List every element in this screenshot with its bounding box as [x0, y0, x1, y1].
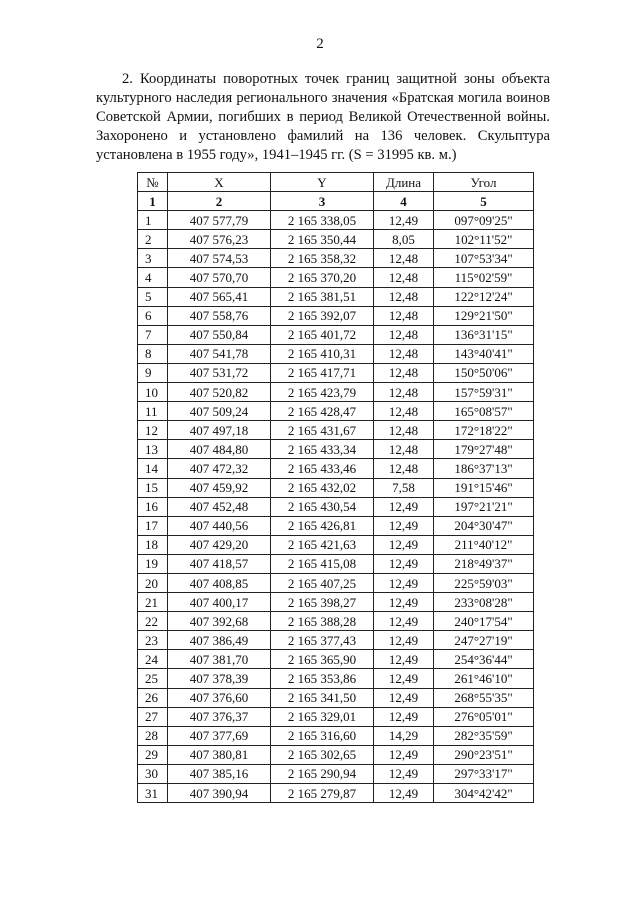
x-coordinate-cell: 407 550,84 — [168, 325, 271, 344]
y-coordinate-cell: 2 165 432,02 — [271, 478, 374, 497]
x-coordinate-cell: 407 378,39 — [168, 669, 271, 688]
table-row — [138, 631, 534, 650]
y-coordinate-cell: 2 165 316,60 — [271, 726, 374, 745]
y-coordinate-cell: 2 165 302,65 — [271, 745, 374, 764]
table-row — [138, 497, 534, 516]
x-coordinate-cell: 407 408,85 — [168, 573, 271, 592]
point-number-cell: 14 — [138, 459, 168, 478]
x-coordinate-cell: 407 390,94 — [168, 784, 271, 803]
length-cell: 12,48 — [374, 459, 434, 478]
y-coordinate-cell: 2 165 410,31 — [271, 344, 374, 363]
header-length: Длина — [374, 173, 434, 192]
y-coordinate-cell: 2 165 392,07 — [271, 306, 374, 325]
point-number-cell: 6 — [138, 306, 168, 325]
y-coordinate-cell: 2 165 423,79 — [271, 383, 374, 402]
x-coordinate-cell: 407 440,56 — [168, 516, 271, 535]
table-row — [138, 268, 534, 287]
table-row — [138, 688, 534, 707]
length-cell: 12,48 — [374, 306, 434, 325]
x-coordinate-cell: 407 400,17 — [168, 593, 271, 612]
x-coordinate-cell: 407 541,78 — [168, 344, 271, 363]
y-coordinate-cell: 2 165 350,44 — [271, 230, 374, 249]
y-coordinate-cell: 2 165 358,32 — [271, 249, 374, 268]
x-coordinate-cell: 407 380,81 — [168, 745, 271, 764]
x-coordinate-cell: 407 429,20 — [168, 535, 271, 554]
table-row — [138, 325, 534, 344]
table-row — [138, 573, 534, 592]
x-coordinate-cell: 407 459,92 — [168, 478, 271, 497]
angle-cell: 179°27'48" — [434, 440, 534, 459]
table-row — [138, 287, 534, 306]
column-index-row — [138, 192, 534, 211]
point-number-cell: 10 — [138, 383, 168, 402]
length-cell: 12,49 — [374, 593, 434, 612]
table-row — [138, 402, 534, 421]
y-coordinate-cell: 2 165 417,71 — [271, 363, 374, 382]
page-number: 2 — [316, 36, 324, 52]
table-row — [138, 344, 534, 363]
y-coordinate-cell: 2 165 377,43 — [271, 631, 374, 650]
point-number-cell: 11 — [138, 402, 168, 421]
coordinates-table — [137, 172, 534, 803]
point-number-cell: 4 — [138, 268, 168, 287]
y-coordinate-cell: 2 165 341,50 — [271, 688, 374, 707]
table-row — [138, 745, 534, 764]
y-coordinate-cell: 2 165 426,81 — [271, 516, 374, 535]
y-coordinate-cell: 2 165 421,63 — [271, 535, 374, 554]
angle-cell: 282°35'59" — [434, 726, 534, 745]
angle-cell: 129°21'50" — [434, 306, 534, 325]
x-coordinate-cell: 407 574,53 — [168, 249, 271, 268]
length-cell: 12,48 — [374, 287, 434, 306]
point-number-cell: 24 — [138, 650, 168, 669]
length-cell: 12,49 — [374, 612, 434, 631]
y-coordinate-cell: 2 165 279,87 — [271, 784, 374, 803]
angle-cell: 268°55'35" — [434, 688, 534, 707]
column-index: 1 — [138, 192, 168, 211]
point-number-cell: 19 — [138, 554, 168, 573]
x-coordinate-cell: 407 509,24 — [168, 402, 271, 421]
table-row — [138, 516, 534, 535]
point-number-cell: 1 — [138, 211, 168, 230]
table-row — [138, 363, 534, 382]
x-coordinate-cell: 407 497,18 — [168, 421, 271, 440]
point-number-cell: 15 — [138, 478, 168, 497]
length-cell: 12,48 — [374, 402, 434, 421]
table-row — [138, 440, 534, 459]
point-number-cell: 5 — [138, 287, 168, 306]
length-cell: 12,48 — [374, 440, 434, 459]
x-coordinate-cell: 407 386,49 — [168, 631, 271, 650]
table-row — [138, 554, 534, 573]
angle-cell: 218°49'37" — [434, 554, 534, 573]
x-coordinate-cell: 407 418,57 — [168, 554, 271, 573]
column-index: 2 — [168, 192, 271, 211]
y-coordinate-cell: 2 165 415,08 — [271, 554, 374, 573]
length-cell: 12,48 — [374, 363, 434, 382]
point-number-cell: 23 — [138, 631, 168, 650]
x-coordinate-cell: 407 377,69 — [168, 726, 271, 745]
section-paragraph: 2. Координаты поворотных точек границ защитной зоны объекта культурного наследия регионального значения «Братская могила воинов Советской Армии, погибших в период Великой Отечественной войны. Захоронено и установлено фамилий на 136 человек. Скульптура установлена в 1955 году», 1941–1945 гг. (S = 31995 кв. м.) — [96, 71, 550, 163]
length-cell: 8,05 — [374, 230, 434, 249]
table-row — [138, 459, 534, 478]
angle-cell: 102°11'52" — [434, 230, 534, 249]
x-coordinate-cell: 407 392,68 — [168, 612, 271, 631]
length-cell: 12,48 — [374, 421, 434, 440]
point-number-cell: 18 — [138, 535, 168, 554]
y-coordinate-cell: 2 165 338,05 — [271, 211, 374, 230]
x-coordinate-cell: 407 520,82 — [168, 383, 271, 402]
header-number: № — [138, 173, 168, 192]
angle-cell: 136°31'15" — [434, 325, 534, 344]
length-cell: 12,49 — [374, 554, 434, 573]
angle-cell: 211°40'12" — [434, 535, 534, 554]
point-number-cell: 7 — [138, 325, 168, 344]
angle-cell: 115°02'59" — [434, 268, 534, 287]
angle-cell: 107°53'34" — [434, 249, 534, 268]
x-coordinate-cell: 407 531,72 — [168, 363, 271, 382]
angle-cell: 247°27'19" — [434, 631, 534, 650]
table-row — [138, 383, 534, 402]
angle-cell: 191°15'46" — [434, 478, 534, 497]
table-row — [138, 650, 534, 669]
angle-cell: 097°09'25" — [434, 211, 534, 230]
table-row — [138, 249, 534, 268]
y-coordinate-cell: 2 165 370,20 — [271, 268, 374, 287]
point-number-cell: 28 — [138, 726, 168, 745]
x-coordinate-cell: 407 452,48 — [168, 497, 271, 516]
angle-cell: 240°17'54" — [434, 612, 534, 631]
point-number-cell: 20 — [138, 573, 168, 592]
x-coordinate-cell: 407 376,37 — [168, 707, 271, 726]
column-index: 3 — [271, 192, 374, 211]
table-row — [138, 612, 534, 631]
length-cell: 12,48 — [374, 268, 434, 287]
angle-cell: 150°50'06" — [434, 363, 534, 382]
angle-cell: 297°33'17" — [434, 764, 534, 783]
length-cell: 12,49 — [374, 745, 434, 764]
table-body — [138, 192, 534, 803]
x-coordinate-cell: 407 472,32 — [168, 459, 271, 478]
length-cell: 12,49 — [374, 631, 434, 650]
table-row — [138, 764, 534, 783]
length-cell: 14,29 — [374, 726, 434, 745]
length-cell: 12,49 — [374, 707, 434, 726]
length-cell: 12,49 — [374, 764, 434, 783]
table-row — [138, 535, 534, 554]
point-number-cell: 27 — [138, 707, 168, 726]
point-number-cell: 9 — [138, 363, 168, 382]
angle-cell: 172°18'22" — [434, 421, 534, 440]
angle-cell: 186°37'13" — [434, 459, 534, 478]
y-coordinate-cell: 2 165 365,90 — [271, 650, 374, 669]
angle-cell: 254°36'44" — [434, 650, 534, 669]
point-number-cell: 17 — [138, 516, 168, 535]
column-index: 5 — [434, 192, 534, 211]
angle-cell: 122°12'24" — [434, 287, 534, 306]
length-cell: 12,49 — [374, 650, 434, 669]
angle-cell: 225°59'03" — [434, 573, 534, 592]
length-cell: 12,49 — [374, 573, 434, 592]
length-cell: 12,49 — [374, 688, 434, 707]
point-number-cell: 29 — [138, 745, 168, 764]
table-row — [138, 478, 534, 497]
column-index: 4 — [374, 192, 434, 211]
angle-cell: 157°59'31" — [434, 383, 534, 402]
table-row — [138, 707, 534, 726]
y-coordinate-cell: 2 165 401,72 — [271, 325, 374, 344]
x-coordinate-cell: 407 577,79 — [168, 211, 271, 230]
y-coordinate-cell: 2 165 329,01 — [271, 707, 374, 726]
x-coordinate-cell: 407 385,16 — [168, 764, 271, 783]
x-coordinate-cell: 407 570,70 — [168, 268, 271, 287]
point-number-cell: 8 — [138, 344, 168, 363]
point-number-cell: 25 — [138, 669, 168, 688]
x-coordinate-cell: 407 576,23 — [168, 230, 271, 249]
table-row — [138, 669, 534, 688]
length-cell: 12,48 — [374, 383, 434, 402]
y-coordinate-cell: 2 165 388,28 — [271, 612, 374, 631]
table-row — [138, 211, 534, 230]
x-coordinate-cell: 407 376,60 — [168, 688, 271, 707]
angle-cell: 276°05'01" — [434, 707, 534, 726]
y-coordinate-cell: 2 165 398,27 — [271, 593, 374, 612]
length-cell: 7,58 — [374, 478, 434, 497]
point-number-cell: 2 — [138, 230, 168, 249]
table-row — [138, 784, 534, 803]
table-row — [138, 230, 534, 249]
angle-cell: 204°30'47" — [434, 516, 534, 535]
length-cell: 12,49 — [374, 535, 434, 554]
length-cell: 12,49 — [374, 669, 434, 688]
length-cell: 12,48 — [374, 344, 434, 363]
length-cell: 12,49 — [374, 516, 434, 535]
x-coordinate-cell: 407 381,70 — [168, 650, 271, 669]
point-number-cell: 26 — [138, 688, 168, 707]
y-coordinate-cell: 2 165 381,51 — [271, 287, 374, 306]
y-coordinate-cell: 2 165 353,86 — [271, 669, 374, 688]
table-row — [138, 421, 534, 440]
point-number-cell: 12 — [138, 421, 168, 440]
y-coordinate-cell: 2 165 407,25 — [271, 573, 374, 592]
point-number-cell: 31 — [138, 784, 168, 803]
angle-cell: 143°40'41" — [434, 344, 534, 363]
header-x: X — [168, 173, 271, 192]
angle-cell: 233°08'28" — [434, 593, 534, 612]
angle-cell: 197°21'21" — [434, 497, 534, 516]
table-header-row — [138, 173, 534, 192]
y-coordinate-cell: 2 165 433,46 — [271, 459, 374, 478]
angle-cell: 165°08'57" — [434, 402, 534, 421]
length-cell: 12,48 — [374, 249, 434, 268]
point-number-cell: 16 — [138, 497, 168, 516]
x-coordinate-cell: 407 558,76 — [168, 306, 271, 325]
point-number-cell: 21 — [138, 593, 168, 612]
point-number-cell: 13 — [138, 440, 168, 459]
length-cell: 12,49 — [374, 211, 434, 230]
y-coordinate-cell: 2 165 428,47 — [271, 402, 374, 421]
length-cell: 12,49 — [374, 497, 434, 516]
angle-cell: 290°23'51" — [434, 745, 534, 764]
y-coordinate-cell: 2 165 290,94 — [271, 764, 374, 783]
table-row — [138, 726, 534, 745]
point-number-cell: 30 — [138, 764, 168, 783]
y-coordinate-cell: 2 165 430,54 — [271, 497, 374, 516]
y-coordinate-cell: 2 165 431,67 — [271, 421, 374, 440]
table-row — [138, 593, 534, 612]
x-coordinate-cell: 407 484,80 — [168, 440, 271, 459]
header-y: Y — [271, 173, 374, 192]
point-number-cell: 3 — [138, 249, 168, 268]
table-row — [138, 306, 534, 325]
length-cell: 12,49 — [374, 784, 434, 803]
length-cell: 12,48 — [374, 325, 434, 344]
angle-cell: 261°46'10" — [434, 669, 534, 688]
x-coordinate-cell: 407 565,41 — [168, 287, 271, 306]
y-coordinate-cell: 2 165 433,34 — [271, 440, 374, 459]
point-number-cell: 22 — [138, 612, 168, 631]
header-angle: Угол — [434, 173, 534, 192]
angle-cell: 304°42'42" — [434, 784, 534, 803]
